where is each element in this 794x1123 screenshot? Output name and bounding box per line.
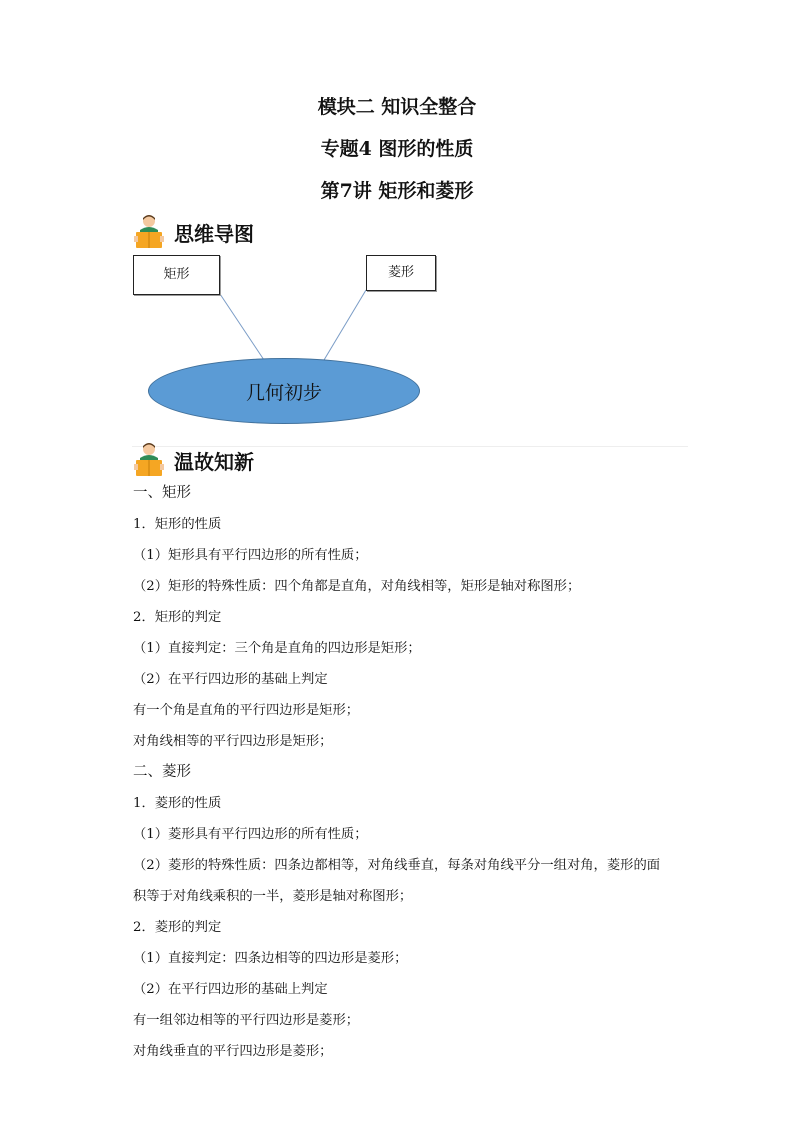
mind-node-rhombus-label: 菱形 bbox=[387, 265, 414, 280]
text-line: （1）直接判定：三个角是直角的四边形是矩形； bbox=[133, 641, 421, 656]
mind-node-rectangle bbox=[133, 255, 220, 295]
reader-icon bbox=[132, 214, 166, 250]
text-line: （1）菱形具有平行四边形的所有性质； bbox=[133, 827, 368, 842]
heading-rectangle: 一、矩形 bbox=[133, 485, 191, 501]
heading-rhombus: 二、菱形 bbox=[133, 764, 191, 780]
review-heading-text: 温故知新 bbox=[174, 449, 254, 474]
connector-left bbox=[220, 294, 264, 360]
mind-node-center: 几何初步 bbox=[148, 358, 420, 424]
text-line: 1．菱形的性质 bbox=[133, 796, 222, 811]
text-line: 对角线垂直的平行四边形是菱形； bbox=[133, 1044, 333, 1059]
mindmap-section-heading bbox=[132, 212, 254, 252]
text-line: 有一组邻边相等的平行四边形是菱形； bbox=[133, 1013, 360, 1028]
text-line: 有一个角是直角的平行四边形是矩形； bbox=[133, 703, 360, 718]
mindmap-heading-text: 思维导图 bbox=[174, 221, 254, 246]
text-line: （2）在平行四边形的基础上判定 bbox=[133, 672, 328, 687]
text-line: 对角线相等的平行四边形是矩形； bbox=[133, 734, 333, 749]
content-body bbox=[133, 478, 673, 1067]
reader-icon bbox=[132, 442, 166, 478]
text-line: （1）矩形具有平行四边形的所有性质； bbox=[133, 548, 368, 563]
review-section-heading bbox=[132, 440, 254, 480]
mind-node-rhombus bbox=[366, 255, 436, 291]
text-line: （2）菱形的特殊性质：四条边都相等，对角线垂直，每条对角线平分一组对角，菱形的面积等于对角线乘积的一半，菱形是轴对称图形； bbox=[133, 858, 661, 904]
mind-node-rectangle-label: 矩形 bbox=[163, 267, 190, 282]
lesson-title: 第7讲 矩形和菱形 bbox=[320, 180, 474, 202]
document-titles bbox=[0, 86, 794, 212]
text-line: （2）矩形的特殊性质：四个角都是直角，对角线相等，矩形是轴对称图形； bbox=[133, 579, 581, 594]
text-line: 2．矩形的判定 bbox=[133, 610, 222, 625]
text-line: 1．矩形的性质 bbox=[133, 517, 222, 532]
topic-title: 专题4 图形的性质 bbox=[320, 138, 474, 160]
text-line: 2．菱形的判定 bbox=[133, 920, 222, 935]
mind-map bbox=[130, 252, 430, 432]
text-line: （1）直接判定：四条边相等的四边形是菱形； bbox=[133, 951, 408, 966]
text-line: （2）在平行四边形的基础上判定 bbox=[133, 982, 328, 997]
connector-right bbox=[324, 290, 366, 360]
module-title: 模块二 知识全整合 bbox=[317, 96, 477, 118]
